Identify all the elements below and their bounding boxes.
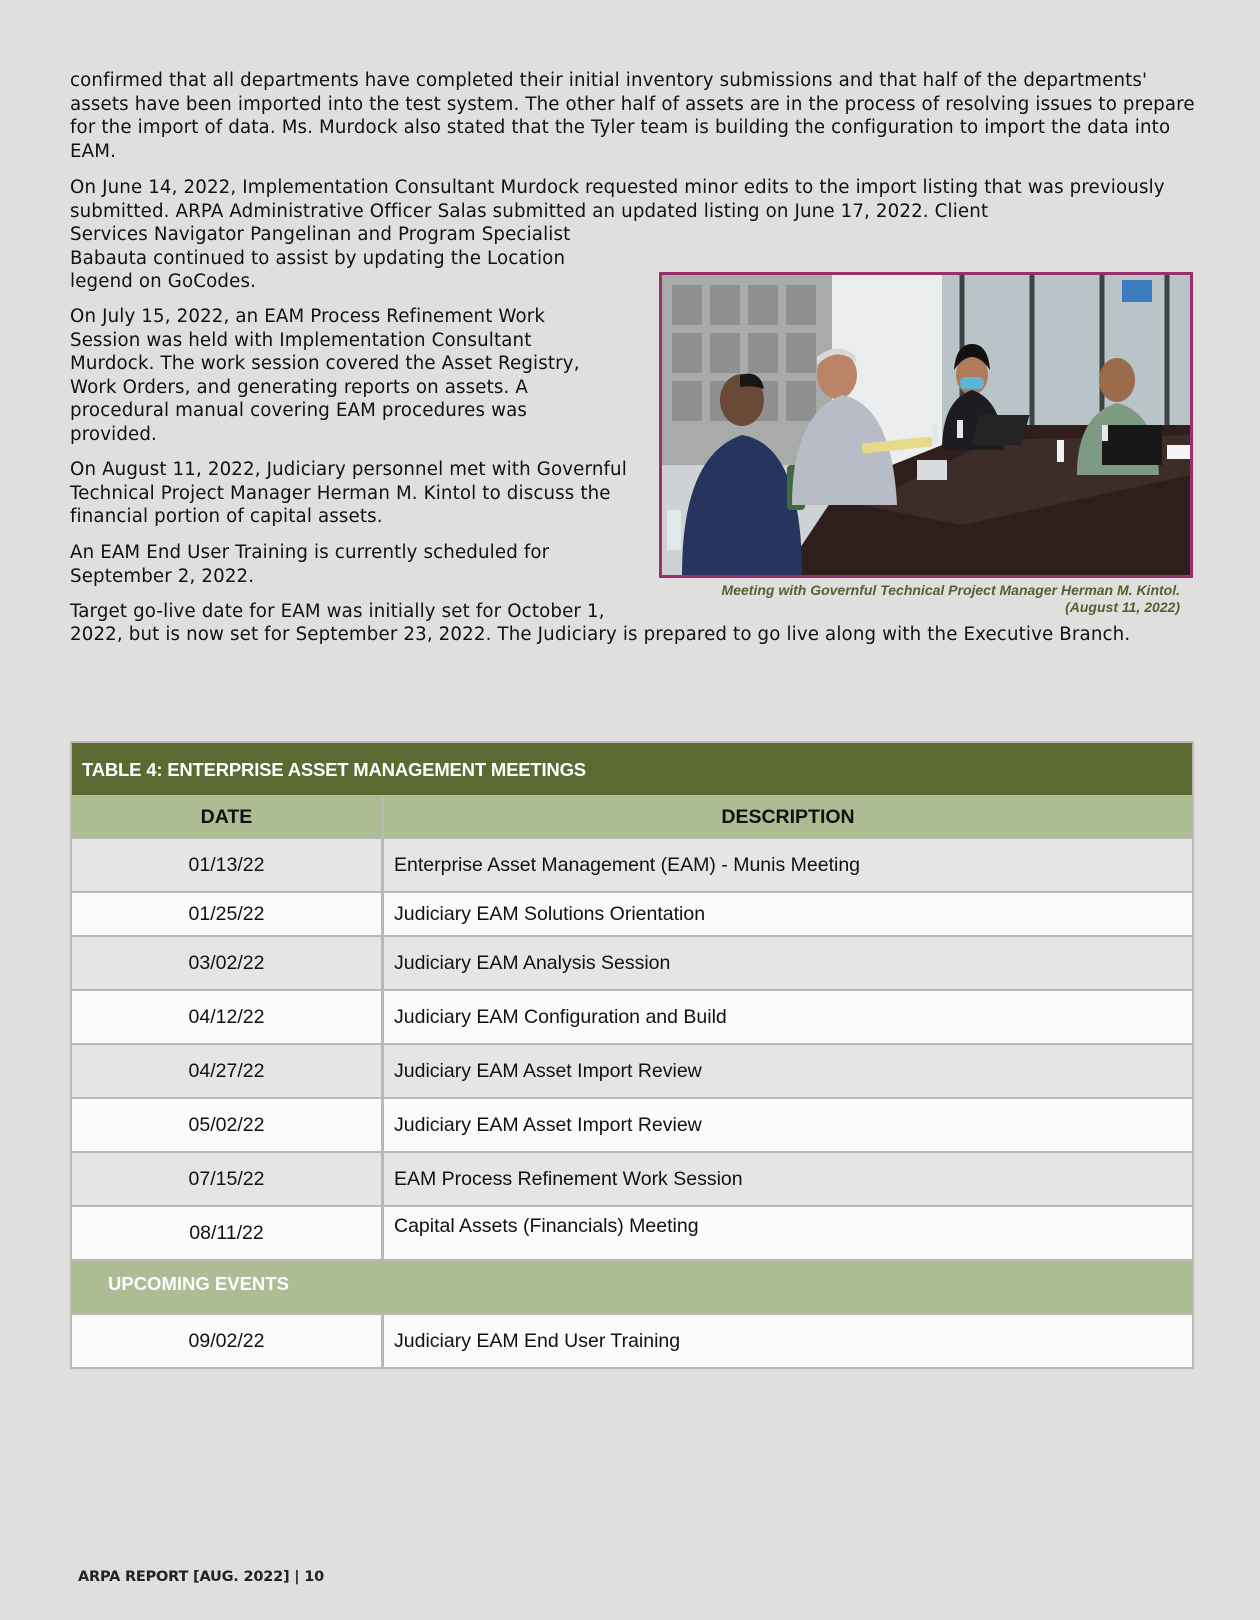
- table-title: TABLE 4: ENTERPRISE ASSET MANAGEMENT MEETINGS: [72, 743, 1192, 795]
- row-date: 04/12/22: [72, 991, 384, 1043]
- row-description: Judiciary EAM End User Training: [384, 1315, 1192, 1367]
- upcoming-events-section: UPCOMING EVENTS: [72, 1259, 1192, 1313]
- row-description: Judiciary EAM Asset Import Review: [384, 1045, 1192, 1097]
- table-row: [72, 891, 1192, 935]
- photo-caption-line1: Meeting with Governful Technical Project Manager Herman M. Kintol.: [721, 582, 1180, 598]
- row-date: 04/27/22: [72, 1045, 384, 1097]
- table-row: [72, 1151, 1192, 1205]
- table-row: [72, 837, 1192, 891]
- table-header-row: [72, 795, 1192, 837]
- row-description: Judiciary EAM Asset Import Review: [384, 1099, 1192, 1151]
- photo-caption-line2: (August 11, 2022): [1065, 599, 1180, 615]
- row-description: EAM Process Refinement Work Session: [384, 1153, 1192, 1205]
- page-footer: ARPA REPORT [AUG. 2022] | 10: [78, 1569, 325, 1585]
- table-row: [72, 1205, 1192, 1259]
- row-description: Capital Assets (Financials) Meeting: [384, 1207, 1192, 1259]
- row-description: Judiciary EAM Configuration and Build: [384, 991, 1192, 1043]
- date-column-header: DATE: [72, 795, 384, 837]
- paragraph-june-edits-continued: Services Navigator Pangelinan and Program Specialist Babauta continued to assist by updating the Location legend on GoCodes.: [70, 224, 571, 292]
- paragraph-july-session: On July 15, 2022, an EAM Process Refinement Work Session was held with Implementation Consultant Murdock. The work session covered the Asset Registry, Work Orders, and generating reports on assets. A procedural manual covering EAM procedures was provided.: [70, 306, 580, 445]
- table-row: [72, 1043, 1192, 1097]
- row-date: 01/13/22: [72, 839, 384, 891]
- row-date: 05/02/22: [72, 1099, 384, 1151]
- paragraph-june-edits: On June 14, 2022, Implementation Consultant Murdock requested minor edits to the import listing that was previously submitted. ARPA Administrative Officer Salas submitted an updated listing on June 17, 2022. Client: [70, 177, 1165, 222]
- description-column-header: DESCRIPTION: [721, 806, 855, 828]
- paragraph-training: An EAM End User Training is currently scheduled for September 2, 2022.: [70, 542, 550, 587]
- row-description: Enterprise Asset Management (EAM) - Munis Meeting: [384, 839, 1192, 891]
- paragraph-inventory-status: confirmed that all departments have completed their initial inventory submissions and that half of the departments' assets have been imported into the test system. The other half of assets are in the process of resolving issues to prepare for the import of data. Ms. Murdock also stated that the Tyler team is building the configuration to import the data into EAM.: [70, 70, 1195, 162]
- eam-meetings-table: [70, 741, 1194, 1369]
- row-date: 03/02/22: [72, 937, 384, 989]
- table-row: [72, 1313, 1192, 1367]
- meeting-photo: [659, 272, 1193, 578]
- table-row: [72, 1097, 1192, 1151]
- row-date: 07/15/22: [72, 1153, 384, 1205]
- paragraph-go-live: Target go-live date for EAM was initially set for October 1,: [70, 601, 605, 622]
- row-date: 01/25/22: [72, 893, 384, 935]
- row-description: Judiciary EAM Analysis Session: [384, 937, 1192, 989]
- table-row: [72, 935, 1192, 989]
- photo-caption: [640, 582, 1180, 616]
- paragraph-go-live-continued: 2022, but is now set for September 23, 2022. The Judiciary is prepared to go live along with the Executive Branch.: [70, 624, 1131, 645]
- row-description: Judiciary EAM Solutions Orientation: [384, 893, 1192, 935]
- table-row: [72, 989, 1192, 1043]
- row-date: 09/02/22: [72, 1315, 384, 1367]
- row-date: 08/11/22: [72, 1207, 384, 1259]
- paragraph-august-meeting: On August 11, 2022, Judiciary personnel met with Governful Technical Project Manager Herman M. Kintol to discuss the financial portion of capital assets.: [70, 459, 627, 527]
